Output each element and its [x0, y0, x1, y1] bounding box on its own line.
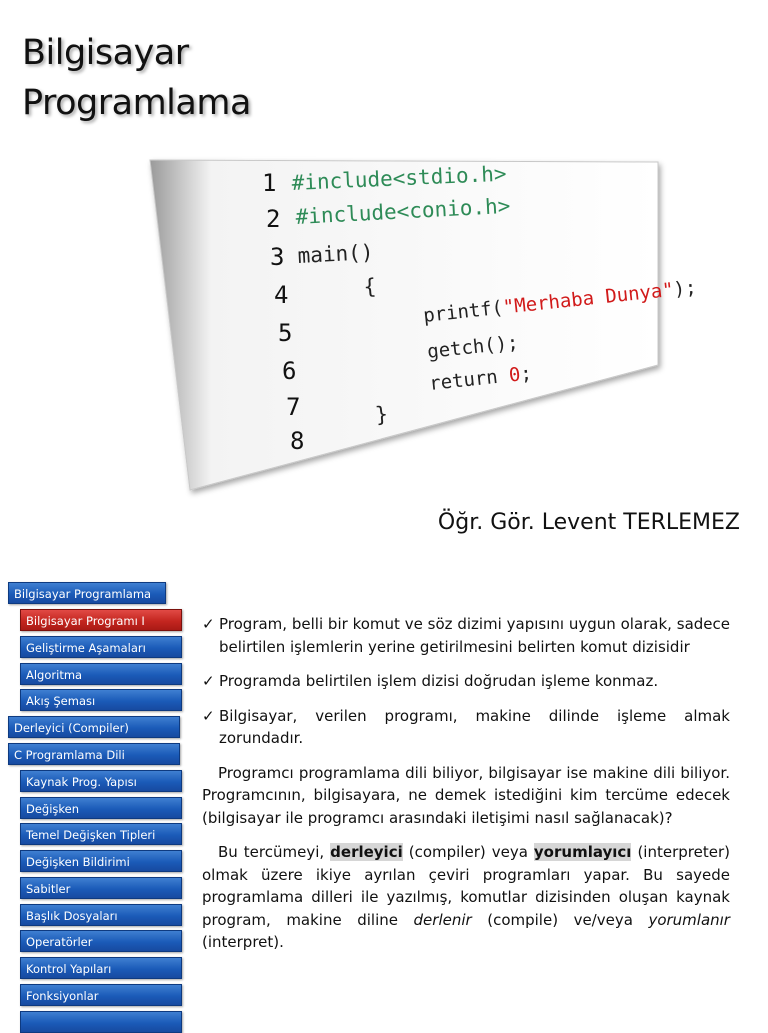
- code-image-svg: [150, 160, 698, 495]
- check-icon: ✓: [202, 706, 215, 725]
- code-number: 0: [507, 363, 522, 387]
- nav-item-sabitler[interactable]: Sabitler: [20, 877, 182, 899]
- code-line-5: printf("Merhaba Dunya");: [422, 276, 698, 327]
- nav-item-akis-semasi[interactable]: Akış Şeması: [20, 689, 182, 711]
- nav-item-gelistirme-asamalari[interactable]: Geliştirme Aşamaları: [20, 636, 182, 658]
- term-derlenir: derlenir: [413, 910, 472, 929]
- nav-item-bilgisayar-programlama[interactable]: Bilgisayar Programlama: [8, 582, 166, 604]
- line-number: 1: [262, 169, 277, 197]
- nav-item-fonksiyonlar[interactable]: Fonksiyonlar: [20, 984, 182, 1006]
- nav-item-degisken[interactable]: Değişken: [20, 797, 182, 819]
- code-line-3: main(): [297, 240, 375, 268]
- nav-item-baslik-dosyalari[interactable]: Başlık Dosyaları: [20, 904, 182, 926]
- nav-item-c-programlama-dili[interactable]: C Programlama Dili: [8, 743, 180, 765]
- para-text: Bu tercümeyi,: [218, 843, 325, 861]
- line-number: 5: [278, 319, 293, 347]
- code-line-2: #include<conio.h>: [295, 193, 511, 229]
- nav-item-bilgisayar-programi-1[interactable]: Bilgisayar Programı I: [20, 609, 182, 631]
- slide-content: [202, 613, 730, 966]
- nav-item-temel-degisken-tipleri[interactable]: Temel Değişken Tipleri: [20, 823, 182, 845]
- line-number: 2: [266, 205, 281, 233]
- code-line-6: getch();: [426, 331, 520, 363]
- nav-item-kontrol-yapilari[interactable]: Kontrol Yapıları: [20, 957, 182, 979]
- bullet-text: Program, belli bir komut ve söz dizimi yapısını uygun olarak, sadece belirtilen işlemlerin yerine getirilmesini belirten komut dizisidir: [219, 615, 730, 656]
- paragraph-translation-question: Programcı programlama dili biliyor, bilgisayar ise makine dili biliyor. Programcının, bilgisayara, ne demek istediğini kim tercüme edecek (bilgisayar ile programcı arasındaki iletişimi nasıl sağlanacak)?: [202, 763, 730, 827]
- line-number: 8: [290, 427, 305, 455]
- bullet-not-direct: [202, 670, 730, 693]
- bullet-text: Programda belirtilen işlem dizisi doğrudan işleme konmaz.: [219, 672, 659, 690]
- line-number: 3: [270, 243, 285, 271]
- nav-item-partial[interactable]: [20, 1011, 182, 1033]
- line-number: 7: [286, 393, 301, 421]
- para-text: (interpret).: [202, 933, 284, 951]
- term-yorumlanir: yorumlanır: [648, 910, 730, 929]
- code-image: [150, 160, 698, 495]
- code-line-7: return 0;: [428, 362, 533, 395]
- term-derleyici: derleyici: [330, 843, 403, 861]
- check-icon: ✓: [202, 672, 215, 690]
- bullet-program-definition: [202, 613, 730, 658]
- nav-item-operatorler[interactable]: Operatörler: [20, 930, 182, 952]
- title-line-2: Programlama: [22, 83, 251, 123]
- bullet-text: Bilgisayar, verilen programı, makine dilinde işleme almak zorundadır.: [219, 706, 730, 747]
- nav-item-algoritma[interactable]: Algoritma: [20, 663, 182, 685]
- code-line-1: #include<stdio.h>: [291, 161, 507, 195]
- para-text: (compile) ve/veya: [487, 910, 633, 929]
- code-line-4: {: [362, 274, 377, 299]
- paragraph-compiler-interpreter: [202, 841, 730, 954]
- para-text: (interpreter) olmak üzere ikiye ayrılan çeviri programları yapar. Bu sayede programlama dilleri ile yazılmış, komutlar dizisinden oluşan kaynak program, makine diline: [202, 843, 730, 929]
- nav-item-kaynak-prog-yapisi[interactable]: Kaynak Prog. Yapısı: [20, 770, 182, 792]
- code-string: "Merhaba Dunya": [501, 278, 675, 319]
- line-number: 4: [274, 281, 289, 309]
- code-line-8: }: [374, 401, 390, 427]
- nav-item-derleyici[interactable]: Derleyici (Compiler): [8, 716, 180, 738]
- para-text: (compiler) veya: [408, 843, 528, 861]
- bullet-machine-language: [202, 705, 730, 750]
- term-yorumlayici: yorumlayıcı: [533, 843, 632, 861]
- line-number: 6: [282, 357, 297, 385]
- title-line-1: Bilgisayar: [22, 33, 189, 73]
- slide-title: [22, 28, 251, 128]
- check-icon: ✓: [202, 615, 215, 633]
- nav-item-degisken-bildirimi[interactable]: Değişken Bildirimi: [20, 850, 182, 872]
- author-name: Öğr. Gör. Levent TERLEMEZ: [437, 510, 740, 535]
